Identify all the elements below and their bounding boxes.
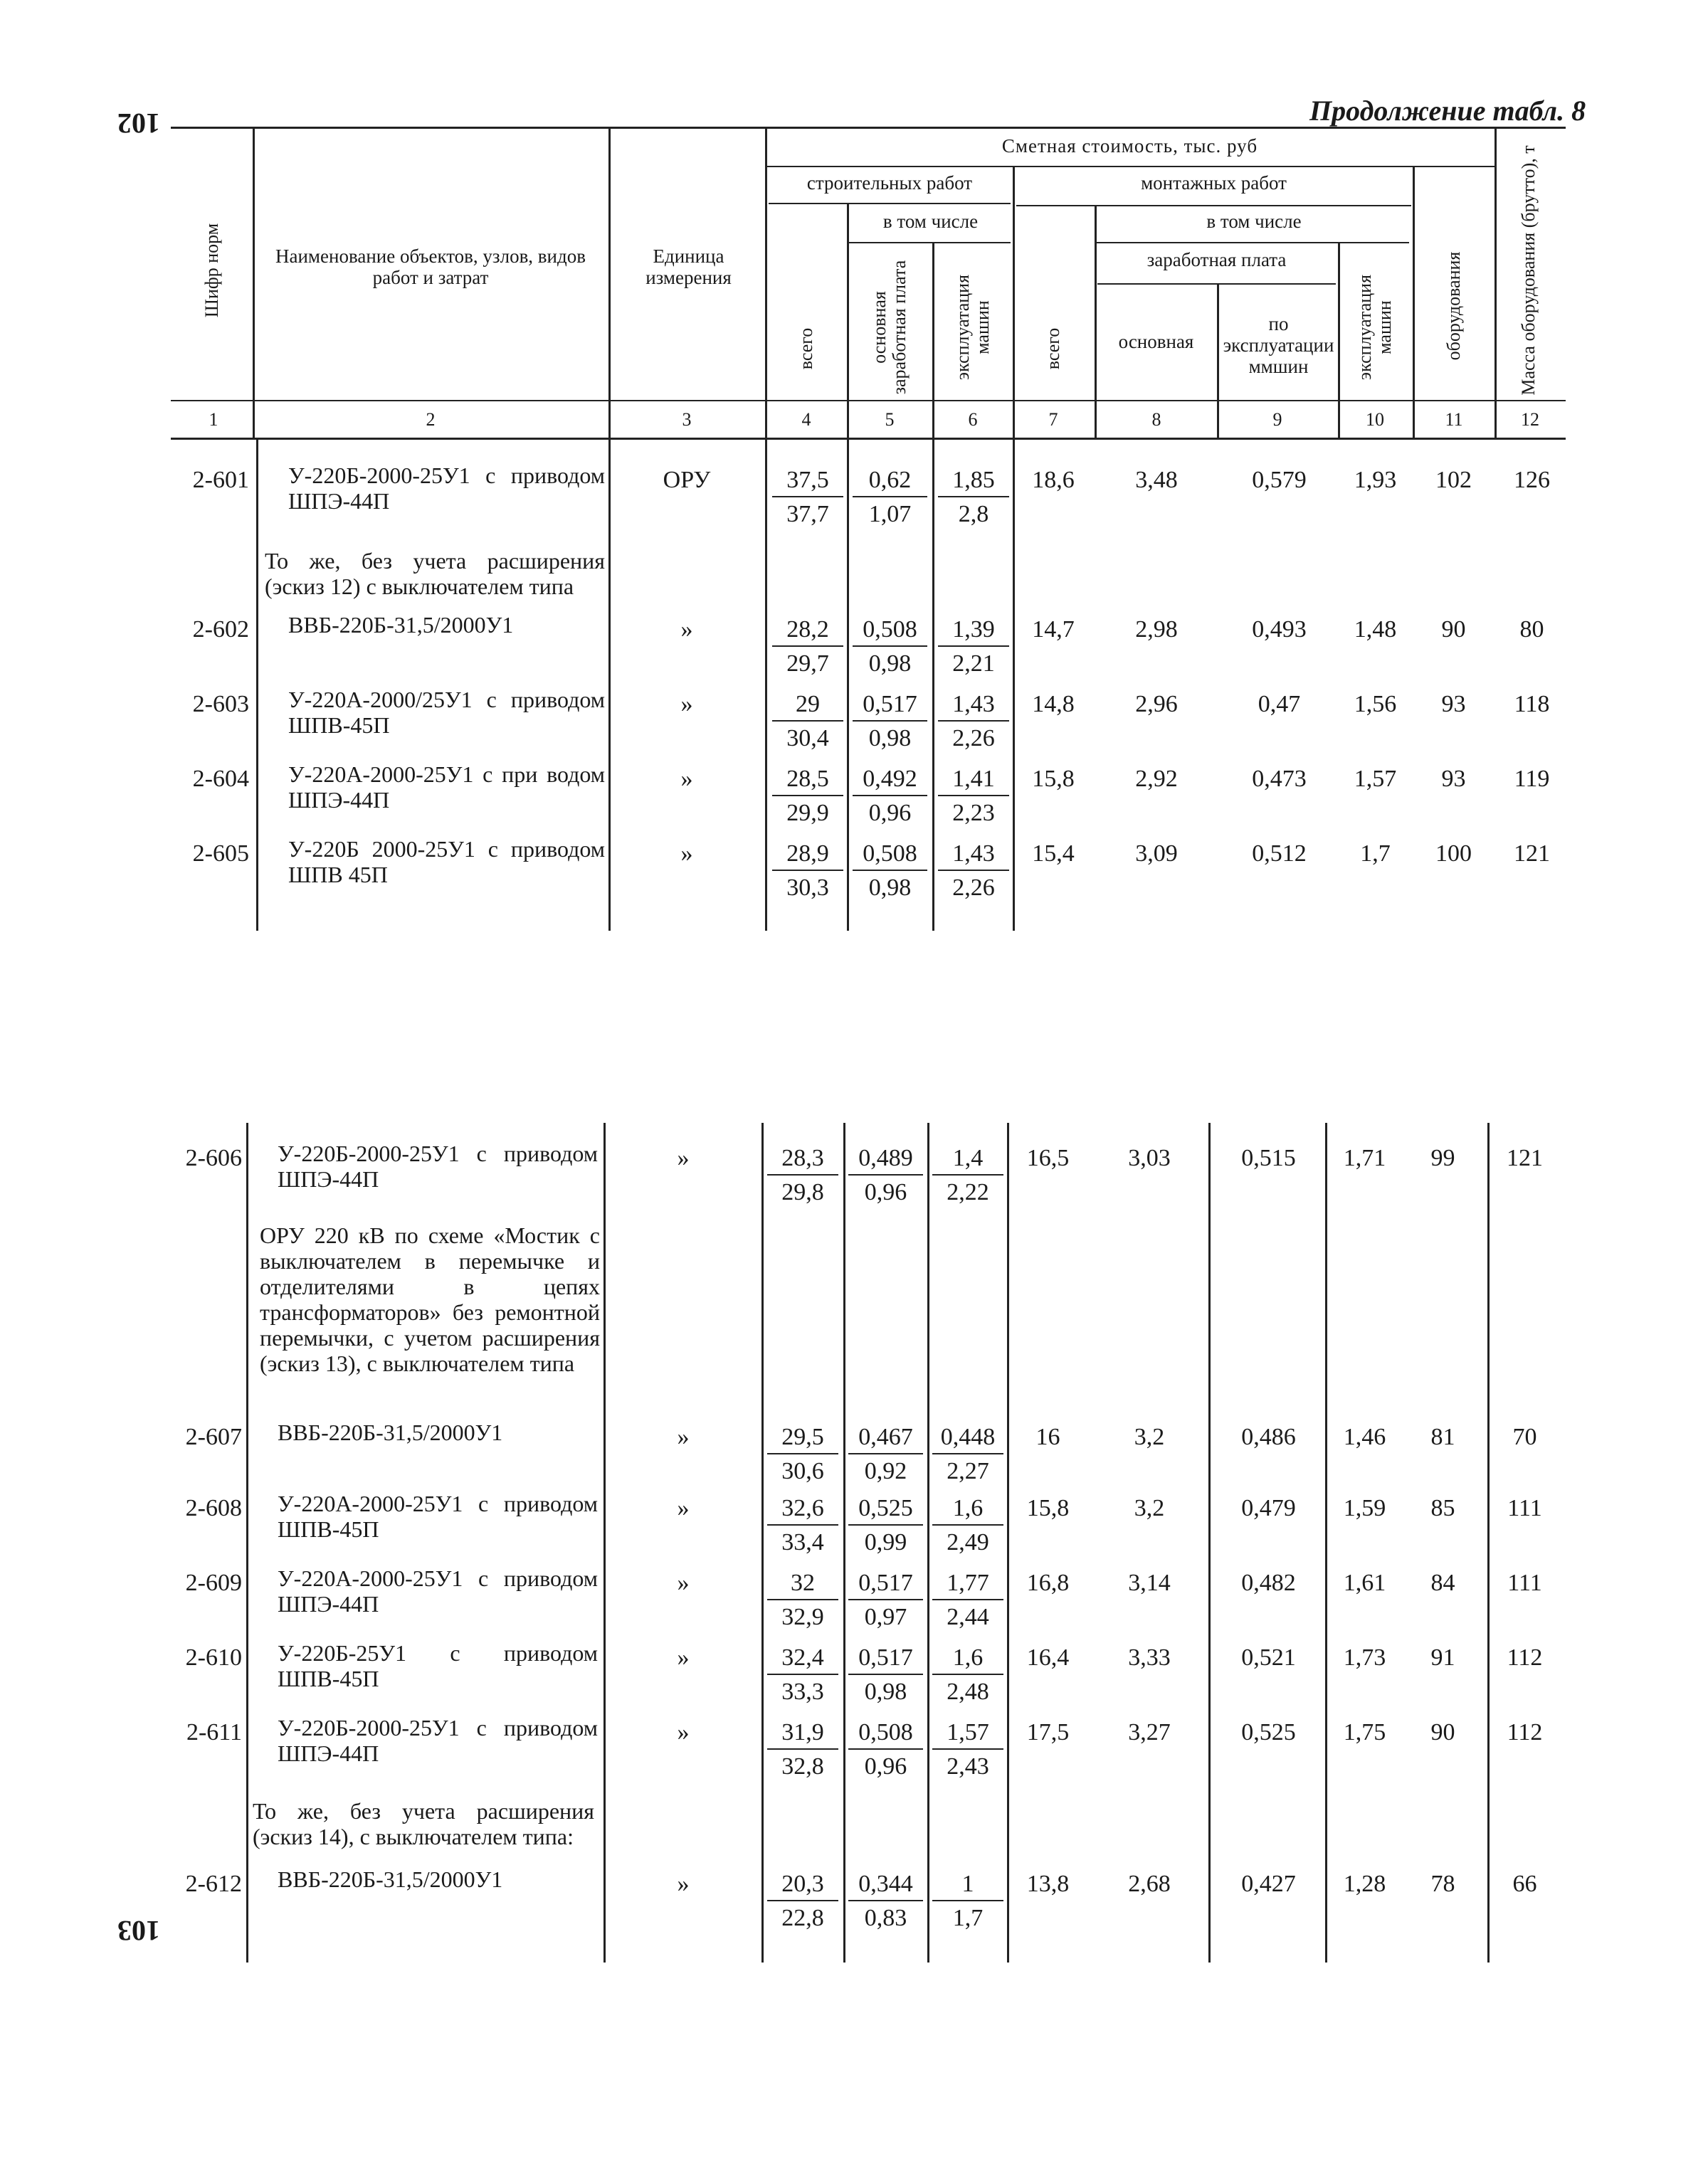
row-c4-actual: 30,3 xyxy=(786,875,829,901)
row-c6-fraction xyxy=(938,761,1009,828)
row-c4-actual: 30,4 xyxy=(786,725,829,751)
col-num-4: 4 xyxy=(801,409,811,430)
row-c9: 0,486 xyxy=(1241,1424,1296,1450)
row-c7: 16,8 xyxy=(1026,1570,1070,1596)
row-c11: 90 xyxy=(1441,616,1466,643)
row-c6-estimate: 1,4 xyxy=(932,1140,1003,1176)
row-c10: 1,28 xyxy=(1343,1871,1386,1897)
row-c5-actual: 0,96 xyxy=(864,1753,907,1780)
row-c10: 1,73 xyxy=(1343,1644,1386,1671)
row-name: ВВБ-220Б-31,5/2000У1 xyxy=(278,1420,503,1445)
header-machine-op: эксплуатация машин xyxy=(952,274,993,381)
row-c6-fraction xyxy=(938,835,1009,902)
row-c4-fraction xyxy=(767,1490,838,1557)
row-c10: 1,61 xyxy=(1343,1570,1386,1596)
row-c10: 1,48 xyxy=(1354,616,1397,643)
row-name: У-220А-2000/25У1 с приводом ШПВ-45П xyxy=(288,687,605,738)
page-number-top: 102 xyxy=(117,107,160,139)
row-c6-fraction xyxy=(932,1714,1003,1781)
row-c5-fraction xyxy=(853,761,927,828)
row-c4-fraction xyxy=(772,761,843,828)
row-c5-actual: 0,98 xyxy=(868,875,912,901)
row-c5-fraction xyxy=(853,611,927,678)
header-equipment: оборудования xyxy=(1443,251,1464,361)
row-c6-estimate: 1,41 xyxy=(938,761,1009,796)
col-num-8: 8 xyxy=(1151,409,1161,430)
row-code: 2-606 xyxy=(185,1145,242,1171)
col-num-9: 9 xyxy=(1272,409,1282,430)
row-c12: 126 xyxy=(1514,467,1550,493)
row-c4-actual: 30,6 xyxy=(781,1458,824,1484)
row-c8: 3,27 xyxy=(1128,1719,1171,1745)
row-c12: 66 xyxy=(1512,1871,1537,1897)
row-unit: » xyxy=(677,1424,690,1450)
row-c12: 80 xyxy=(1519,616,1544,643)
row-c4-fraction xyxy=(767,1866,838,1933)
row-c12: 70 xyxy=(1512,1424,1537,1450)
row-c5-fraction xyxy=(848,1639,923,1706)
header-machine-op-installation: эксплуатация машин xyxy=(1354,274,1395,381)
row-c7: 13,8 xyxy=(1026,1871,1070,1897)
col-num-3: 3 xyxy=(682,409,692,430)
row-name: ВВБ-220Б-31,5/2000У1 xyxy=(278,1866,503,1892)
note-scheme-bridge: ОРУ 220 кВ по схеме «Мостик с выключателем в перемычке и отделителями в цепях трансформаторов» без ремонтной перемычки, с учетом расширения (эскиз 13), с выключателем типа xyxy=(260,1222,600,1376)
row-c6-actual: 2,26 xyxy=(952,725,995,751)
row-c10: 1,71 xyxy=(1343,1145,1386,1171)
row-c5-fraction xyxy=(848,1140,923,1207)
row-c4-actual: 22,8 xyxy=(781,1905,824,1931)
row-c5-estimate: 0,489 xyxy=(848,1140,923,1176)
row-c10: 1,93 xyxy=(1354,467,1397,493)
row-code: 2-605 xyxy=(192,840,249,867)
row-code: 2-601 xyxy=(192,467,249,493)
row-c6-estimate: 1,77 xyxy=(932,1565,1003,1600)
row-c4-estimate: 32,6 xyxy=(767,1490,838,1526)
row-c6-estimate: 0,448 xyxy=(932,1419,1003,1454)
row-c9: 0,47 xyxy=(1258,691,1301,717)
row-c6-actual: 2,21 xyxy=(952,650,995,677)
row-c4-fraction xyxy=(772,835,843,902)
col-num-2: 2 xyxy=(426,409,436,430)
row-c6-actual: 2,8 xyxy=(958,501,989,527)
row-c9: 0,479 xyxy=(1241,1495,1296,1521)
header-cost-title: Сметная стоимость, тыс. руб xyxy=(1001,135,1258,157)
row-c4-fraction xyxy=(772,686,843,753)
row-code: 2-609 xyxy=(185,1570,242,1596)
row-c5-fraction xyxy=(853,686,927,753)
row-c4-estimate: 31,9 xyxy=(767,1714,838,1750)
row-c8: 3,48 xyxy=(1135,467,1178,493)
row-c6-actual: 2,22 xyxy=(947,1179,989,1205)
row-name: У-220А-2000-25У1 с приводом ШПЭ-44П xyxy=(278,1565,598,1617)
header-basic: основная xyxy=(1118,331,1194,352)
note-without-extension-14: То же, без учета расширения (эскиз 14), с выключателем типа: xyxy=(253,1798,594,1849)
row-c5-estimate: 0,517 xyxy=(848,1639,923,1675)
row-c7: 17,5 xyxy=(1026,1719,1070,1745)
row-c6-estimate: 1,39 xyxy=(938,611,1009,647)
row-c5-estimate: 0,62 xyxy=(853,462,927,497)
row-c9: 0,482 xyxy=(1241,1570,1296,1596)
header-unit: Единица измерения xyxy=(645,245,732,288)
row-c4-actual: 29,9 xyxy=(786,800,829,826)
row-c4-fraction xyxy=(767,1140,838,1207)
row-c5-estimate: 0,492 xyxy=(853,761,927,796)
row-c5-estimate: 0,344 xyxy=(848,1866,923,1901)
row-c8: 2,98 xyxy=(1135,616,1178,643)
row-c7: 18,6 xyxy=(1032,467,1075,493)
row-c4-estimate: 29,5 xyxy=(767,1419,838,1454)
row-c11: 99 xyxy=(1430,1145,1455,1171)
col-num-1: 1 xyxy=(209,409,218,430)
row-c5-actual: 0,99 xyxy=(864,1529,907,1555)
row-c4-actual: 33,3 xyxy=(781,1679,824,1705)
row-c5-actual: 0,96 xyxy=(868,800,912,826)
row-c4-actual: 37,7 xyxy=(786,501,829,527)
row-c5-fraction xyxy=(848,1714,923,1781)
row-c7: 16 xyxy=(1035,1424,1060,1450)
row-c5-fraction xyxy=(848,1419,923,1486)
row-c6-fraction xyxy=(932,1490,1003,1557)
row-c5-fraction xyxy=(853,462,927,529)
row-c8: 2,92 xyxy=(1135,766,1178,792)
row-c4-estimate: 28,3 xyxy=(767,1140,838,1176)
row-c12: 121 xyxy=(1507,1145,1543,1171)
row-c4-actual: 33,4 xyxy=(781,1529,824,1555)
row-c6-estimate: 1,43 xyxy=(938,686,1009,722)
row-c11: 90 xyxy=(1430,1719,1455,1745)
row-code: 2-603 xyxy=(192,691,249,717)
row-c5-actual: 0,97 xyxy=(864,1604,907,1630)
row-c10: 1,57 xyxy=(1354,766,1397,792)
row-code: 2-604 xyxy=(192,766,249,792)
row-code: 2-607 xyxy=(185,1424,242,1450)
row-c4-estimate: 37,5 xyxy=(772,462,843,497)
row-name: У-220Б-25У1 с приводом ШПВ-45П xyxy=(278,1640,598,1691)
row-c4-estimate: 28,5 xyxy=(772,761,843,796)
row-c5-estimate: 0,508 xyxy=(853,835,927,871)
row-c5-actual: 0,83 xyxy=(864,1905,907,1931)
row-c6-estimate: 1,6 xyxy=(932,1639,1003,1675)
row-unit: » xyxy=(677,1495,690,1521)
col-num-11: 11 xyxy=(1445,409,1463,430)
row-c4-fraction xyxy=(767,1565,838,1632)
row-unit: » xyxy=(677,1145,690,1171)
row-c7: 15,8 xyxy=(1026,1495,1070,1521)
row-c11: 93 xyxy=(1441,766,1466,792)
row-c12: 112 xyxy=(1507,1719,1543,1745)
row-name: У-220Б-2000-25У1 с приводом ШПЭ-44П xyxy=(278,1715,598,1766)
row-name: ВВБ-220Б-31,5/2000У1 xyxy=(288,612,514,638)
row-c7: 15,8 xyxy=(1032,766,1075,792)
table-continuation-caption: Продолжение табл. 8 xyxy=(1309,95,1586,127)
row-c5-fraction xyxy=(853,835,927,902)
row-c4-estimate: 32 xyxy=(767,1565,838,1600)
row-c9: 0,579 xyxy=(1252,467,1307,493)
row-c6-fraction xyxy=(938,462,1009,529)
row-c9: 0,515 xyxy=(1241,1145,1296,1171)
page-number-bottom: 103 xyxy=(117,1915,160,1947)
row-c5-estimate: 0,467 xyxy=(848,1419,923,1454)
header-installation: монтажных работ xyxy=(1141,172,1287,194)
header-construction: строительных работ xyxy=(806,172,973,194)
row-c12: 121 xyxy=(1514,840,1550,867)
row-unit: » xyxy=(677,1644,690,1671)
header-basic-wage: основная заработная плата xyxy=(869,260,910,395)
row-c6-estimate: 1,57 xyxy=(932,1714,1003,1750)
col-num-10: 10 xyxy=(1366,409,1384,430)
row-c6-fraction xyxy=(932,1639,1003,1706)
row-unit: » xyxy=(677,1871,690,1897)
row-c11: 85 xyxy=(1430,1495,1455,1521)
row-c9: 0,473 xyxy=(1252,766,1307,792)
row-c6-fraction xyxy=(938,686,1009,753)
row-code: 2-610 xyxy=(185,1644,242,1671)
row-c4-fraction xyxy=(767,1419,838,1486)
row-c5-actual: 0,96 xyxy=(864,1179,907,1205)
row-c10: 1,56 xyxy=(1354,691,1397,717)
row-c4-estimate: 29 xyxy=(772,686,843,722)
row-c4-actual: 32,9 xyxy=(781,1604,824,1630)
row-unit: » xyxy=(680,691,693,717)
row-c12: 118 xyxy=(1514,691,1550,717)
row-c6-actual: 2,48 xyxy=(947,1679,989,1705)
row-c6-actual: 2,26 xyxy=(952,875,995,901)
row-c6-estimate: 1 xyxy=(932,1866,1003,1901)
row-c5-actual: 1,07 xyxy=(868,501,912,527)
row-c5-actual: 0,98 xyxy=(864,1679,907,1705)
header-incl-installation: в том числе xyxy=(1206,211,1302,232)
row-c6-fraction xyxy=(932,1419,1003,1486)
row-c6-fraction xyxy=(932,1565,1003,1632)
row-c5-actual: 0,92 xyxy=(864,1458,907,1484)
row-unit: » xyxy=(677,1570,690,1596)
row-unit: » xyxy=(677,1719,690,1745)
row-c12: 112 xyxy=(1507,1644,1543,1671)
row-c4-actual: 29,8 xyxy=(781,1179,824,1205)
row-c4-fraction xyxy=(772,611,843,678)
header-by-machine: по эксплуатации ммшин xyxy=(1223,313,1334,377)
row-unit: » xyxy=(680,840,693,867)
row-c11: 84 xyxy=(1430,1570,1455,1596)
row-c6-actual: 2,27 xyxy=(947,1458,989,1484)
row-c11: 93 xyxy=(1441,691,1466,717)
row-unit: ОРУ xyxy=(663,467,711,493)
row-c12: 111 xyxy=(1507,1570,1542,1596)
row-c4-actual: 32,8 xyxy=(781,1753,824,1780)
col-num-6: 6 xyxy=(968,409,978,430)
row-code: 2-611 xyxy=(186,1719,242,1745)
row-unit: » xyxy=(680,616,693,643)
row-c6-estimate: 1,6 xyxy=(932,1490,1003,1526)
row-c5-estimate: 0,508 xyxy=(853,611,927,647)
row-c10: 1,46 xyxy=(1343,1424,1386,1450)
row-c11: 81 xyxy=(1430,1424,1455,1450)
row-c9: 0,427 xyxy=(1241,1871,1296,1897)
row-c5-actual: 0,98 xyxy=(868,650,912,677)
col-num-12: 12 xyxy=(1521,409,1539,430)
row-c7: 14,8 xyxy=(1032,691,1075,717)
row-name: У-220Б-2000-25У1 с приводом ШПЭ-44П xyxy=(278,1141,598,1192)
row-c6-actual: 2,49 xyxy=(947,1529,989,1555)
row-c10: 1,75 xyxy=(1343,1719,1386,1745)
row-c5-estimate: 0,525 xyxy=(848,1490,923,1526)
row-unit: » xyxy=(680,766,693,792)
row-c9: 0,512 xyxy=(1252,840,1307,867)
row-c6-actual: 1,7 xyxy=(952,1905,984,1931)
row-c7: 16,4 xyxy=(1026,1644,1070,1671)
row-code: 2-612 xyxy=(185,1871,242,1897)
row-name: У-220Б-2000-25У1 с приводом ШПЭ-44П xyxy=(288,463,605,514)
row-c4-fraction xyxy=(767,1714,838,1781)
row-c4-actual: 29,7 xyxy=(786,650,829,677)
row-name: У-220А-2000-25У1 с при водом ШПЭ-44П xyxy=(288,761,605,813)
row-c11: 78 xyxy=(1430,1871,1455,1897)
header-code: Шифр норм xyxy=(201,223,222,318)
row-c6-fraction xyxy=(932,1140,1003,1207)
row-c8: 3,33 xyxy=(1128,1644,1171,1671)
row-c10: 1,59 xyxy=(1343,1495,1386,1521)
row-c5-fraction xyxy=(848,1866,923,1933)
row-c6-fraction xyxy=(938,611,1009,678)
row-c8: 3,03 xyxy=(1128,1145,1171,1171)
row-c6-actual: 2,44 xyxy=(947,1604,989,1630)
row-c6-estimate: 1,85 xyxy=(938,462,1009,497)
row-c12: 119 xyxy=(1514,766,1550,792)
row-c8: 3,09 xyxy=(1135,840,1178,867)
row-c4-estimate: 32,4 xyxy=(767,1639,838,1675)
row-c4-estimate: 20,3 xyxy=(767,1866,838,1901)
row-c7: 15,4 xyxy=(1032,840,1075,867)
row-name: У-220Б 2000-25У1 с приводом ШПВ 45П xyxy=(288,836,605,887)
row-c8: 3,2 xyxy=(1134,1495,1165,1521)
header-total-construction: всего xyxy=(796,327,816,370)
header-wages: заработная плата xyxy=(1146,249,1287,270)
row-c6-fraction xyxy=(932,1866,1003,1933)
row-c9: 0,521 xyxy=(1241,1644,1296,1671)
row-c10: 1,7 xyxy=(1360,840,1391,867)
row-name: У-220А-2000-25У1 с приводом ШПВ-45П xyxy=(278,1491,598,1542)
row-c7: 16,5 xyxy=(1026,1145,1070,1171)
row-c6-estimate: 1,43 xyxy=(938,835,1009,871)
header-name: Наименование объектов, узлов, видов работ и затрат xyxy=(275,245,586,288)
col-num-5: 5 xyxy=(885,409,895,430)
row-c9: 0,525 xyxy=(1241,1719,1296,1745)
row-code: 2-602 xyxy=(192,616,249,643)
row-c4-estimate: 28,2 xyxy=(772,611,843,647)
header-mass: Масса оборудования (брутто), т xyxy=(1518,145,1539,396)
row-c4-estimate: 28,9 xyxy=(772,835,843,871)
row-c11: 91 xyxy=(1430,1644,1455,1671)
row-c12: 111 xyxy=(1507,1495,1542,1521)
row-c5-fraction xyxy=(848,1490,923,1557)
row-c9: 0,493 xyxy=(1252,616,1307,643)
row-c5-estimate: 0,508 xyxy=(848,1714,923,1750)
row-c7: 14,7 xyxy=(1032,616,1075,643)
row-c4-fraction xyxy=(772,462,843,529)
header-incl-construction: в том числе xyxy=(882,211,979,232)
row-c6-actual: 2,23 xyxy=(952,800,995,826)
row-c5-estimate: 0,517 xyxy=(853,686,927,722)
row-c11: 100 xyxy=(1435,840,1472,867)
row-c8: 3,2 xyxy=(1134,1424,1165,1450)
row-c11: 102 xyxy=(1435,467,1472,493)
note-without-extension-12: То же, без учета расширения (эскиз 12) с выключателем типа xyxy=(265,548,605,599)
row-c8: 3,14 xyxy=(1128,1570,1171,1596)
row-c5-actual: 0,98 xyxy=(868,725,912,751)
header-total-installation: всего xyxy=(1043,327,1063,370)
row-c6-actual: 2,43 xyxy=(947,1753,989,1780)
row-c5-fraction xyxy=(848,1565,923,1632)
row-code: 2-608 xyxy=(185,1495,242,1521)
row-c8: 2,68 xyxy=(1128,1871,1171,1897)
row-c8: 2,96 xyxy=(1135,691,1178,717)
col-num-7: 7 xyxy=(1048,409,1058,430)
row-c5-estimate: 0,517 xyxy=(848,1565,923,1600)
row-c4-fraction xyxy=(767,1639,838,1706)
